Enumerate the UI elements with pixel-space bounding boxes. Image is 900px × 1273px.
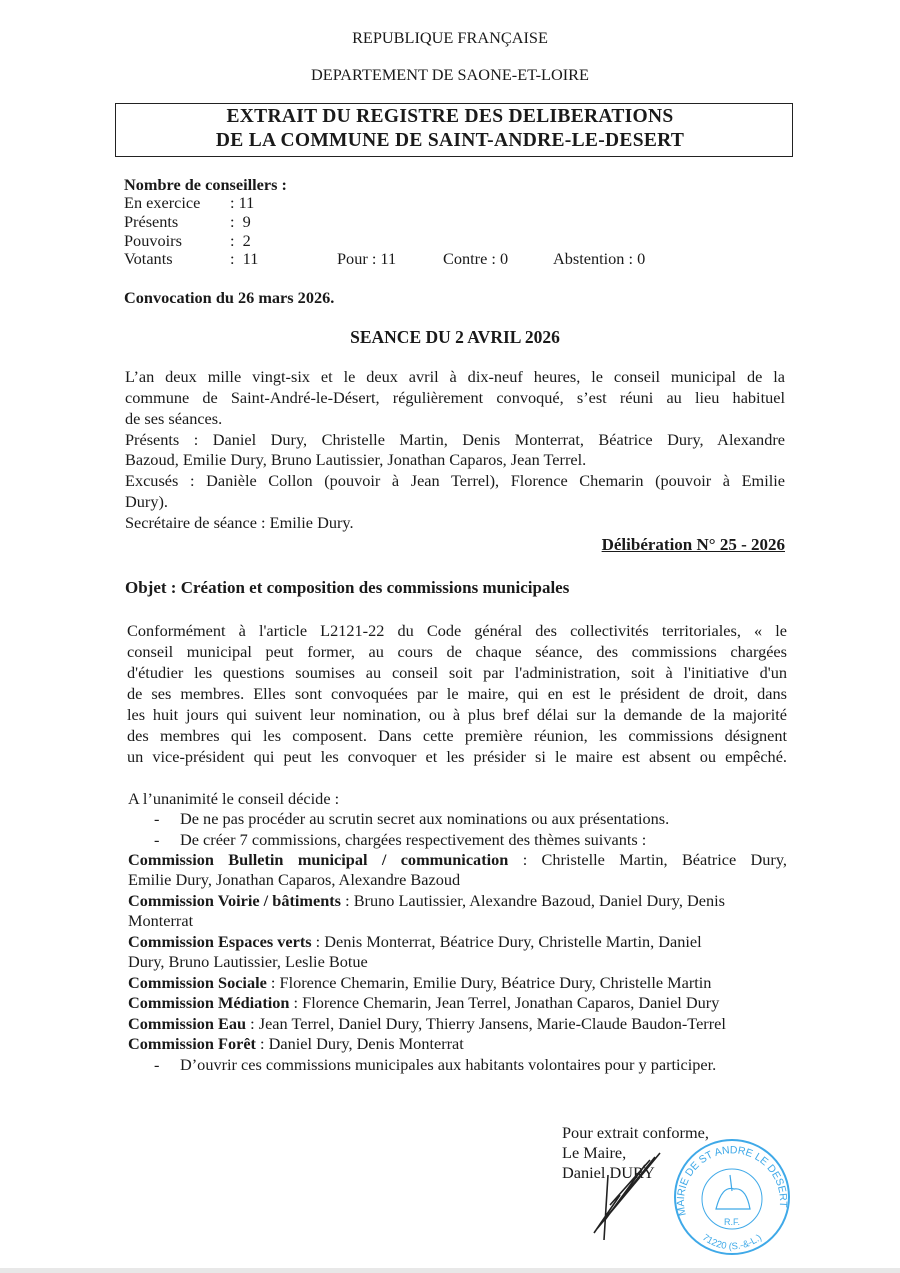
commission-line: Emilie Dury, Jonathan Caparos, Alexandre Bazoud — [128, 870, 461, 889]
commission-line — [128, 850, 787, 870]
count-value: : 11 — [230, 249, 259, 268]
objet-heading: Objet : Création et composition des commissions municipales — [125, 578, 570, 597]
stamp-text: MAIRIE DE ST ANDRE LE DESERT — [674, 1144, 790, 1217]
republique-heading: REPUBLIQUE FRANÇAISE — [352, 28, 548, 47]
commission-line — [128, 1014, 726, 1034]
commission-members: : Denis Monterrat, Béatrice Dury, Christelle Martin, Daniel — [311, 932, 702, 951]
commission-name: Commission Espaces verts — [128, 932, 312, 951]
commission-members: : Daniel Dury, Denis Monterrat — [255, 1034, 464, 1053]
intro-line: L’an deux mille vingt-six et le deux avril à dix-neuf heures, le conseil municipal de la — [125, 367, 785, 386]
mairie-stamp — [672, 1137, 792, 1257]
secretary-line: Secrétaire de séance : Emilie Dury. — [125, 513, 354, 532]
bullet-text: De ne pas procéder au scrutin secret aux nominations ou aux présentations. — [180, 809, 670, 828]
article-line: conseil municipal peut former, au cours de chaque séance, des commissions chargées — [127, 642, 787, 661]
count-label: Pouvoirs — [124, 231, 182, 250]
convocation-date: Convocation du 26 mars 2026. — [124, 288, 335, 307]
count-value: : 2 — [230, 231, 251, 250]
deliberation-number: Délibération N° 25 - 2026 — [601, 535, 785, 554]
commission-name: Commission Voirie / bâtiments — [128, 891, 342, 910]
commission-line: Monterrat — [128, 911, 194, 930]
page-bottom-edge — [0, 1268, 900, 1273]
article-line: les huit jours qui suivent leur nomination, ou à plus bref délai sur la demande de la majorité — [127, 705, 787, 724]
commission-line — [128, 973, 711, 993]
count-value: : 9 — [230, 212, 251, 231]
commission-members: : Florence Chemarin, Emilie Dury, Béatrice Dury, Christelle Martin — [266, 973, 712, 992]
signature-line: Le Maire, — [562, 1143, 627, 1162]
count-label: Votants — [124, 249, 173, 268]
commission-members: : Christelle Martin, Béatrice Dury, — [508, 850, 787, 869]
commission-members: : Jean Terrel, Daniel Dury, Thierry Jansens, Marie-Claude Baudon-Terrel — [246, 1014, 726, 1033]
attendees-line: Bazoud, Emilie Dury, Bruno Lautissier, Jonathan Caparos, Jean Terrel. — [125, 450, 587, 469]
article-line: Conformément à l'article L2121-22 du Code général des collectivités territoriales, « le — [127, 621, 787, 640]
count-value: : 11 — [230, 193, 255, 212]
article-line: d'étudier les questions soumises au conseil soit par l'administration, soit à l'initiative d'un — [127, 663, 787, 682]
departement-heading: DEPARTEMENT DE SAONE-ET-LOIRE — [311, 65, 589, 84]
bullet-text: De créer 7 commissions, chargées respectivement des thèmes suivants : — [180, 830, 647, 849]
count-label: Présents — [124, 212, 179, 231]
decision-bullet — [154, 809, 669, 829]
stamp-rf: R.F. — [723, 1217, 741, 1227]
commission-line — [128, 891, 725, 911]
count-label: En exercice — [124, 193, 201, 212]
signature-line: Pour extrait conforme, — [562, 1123, 709, 1142]
article-line: de ses membres. Elles sont convoquées par le maire, qui en est le président de droit, dans — [127, 684, 787, 703]
commission-line: Dury, Bruno Lautissier, Leslie Botue — [128, 952, 368, 971]
document-title-line1: EXTRAIT DU REGISTRE DES DELIBERATIONS — [226, 106, 674, 127]
intro-line: de ses séances. — [125, 409, 223, 428]
commission-line — [128, 1034, 464, 1054]
article-line: des membres qui les composent. Dans cette première réunion, les commissions désignent — [127, 726, 787, 745]
dash-icon: - — [154, 830, 160, 849]
dash-icon: - — [154, 1055, 160, 1074]
commission-name: Commission Bulletin municipal / communication — [128, 850, 509, 869]
bullet-text: D’ouvrir ces commissions municipales aux habitants volontaires pour y participer. — [180, 1055, 717, 1074]
vote-contre: Contre : 0 — [443, 249, 509, 268]
excused-line: Excusés : Danièle Collon (pouvoir à Jean Terrel), Florence Chemarin (pouvoir à Emilie — [125, 471, 785, 490]
commission-line — [128, 993, 719, 1013]
signature-name: Daniel DURY — [562, 1163, 655, 1182]
document-title-line2: DE LA COMMUNE DE SAINT-ANDRE-LE-DESERT — [215, 130, 685, 151]
dash-icon: - — [154, 809, 160, 828]
commission-name: Commission Sociale — [128, 973, 267, 992]
counts-heading: Nombre de conseillers : — [124, 175, 287, 194]
stamp-emblem-icon — [716, 1175, 750, 1209]
article-line: un vice-président qui peut les convoquer et les présider si le maire est absent ou empêché. — [127, 747, 787, 766]
handwritten-signature — [590, 1145, 670, 1245]
commission-name: Commission Eau — [128, 1014, 247, 1033]
commission-members: : Florence Chemarin, Jean Terrel, Jonathan Caparos, Daniel Dury — [289, 993, 720, 1012]
decision-intro: A l’unanimité le conseil décide : — [128, 789, 340, 808]
vote-pour: Pour : 11 — [337, 249, 397, 268]
excused-line: Dury). — [125, 492, 168, 511]
attendees-line: Présents : Daniel Dury, Christelle Martin, Denis Monterrat, Béatrice Dury, Alexandre — [125, 430, 785, 449]
commission-members: : Bruno Lautissier, Alexandre Bazoud, Daniel Dury, Denis — [341, 891, 726, 910]
seance-heading: SEANCE DU 2 AVRIL 2026 — [350, 327, 560, 347]
commission-name: Commission Médiation — [128, 993, 290, 1012]
vote-abstention: Abstention : 0 — [553, 249, 646, 268]
intro-line: commune de Saint-André-le-Désert, régulièrement convoqué, s’est réuni au lieu habituel — [125, 388, 785, 407]
decision-bullet — [154, 830, 646, 850]
commission-line — [128, 932, 702, 952]
stamp-code: 71220 (S.-&-L.) — [700, 1232, 764, 1253]
commission-name: Commission Forêt — [128, 1034, 256, 1053]
decision-bullet — [154, 1055, 716, 1075]
